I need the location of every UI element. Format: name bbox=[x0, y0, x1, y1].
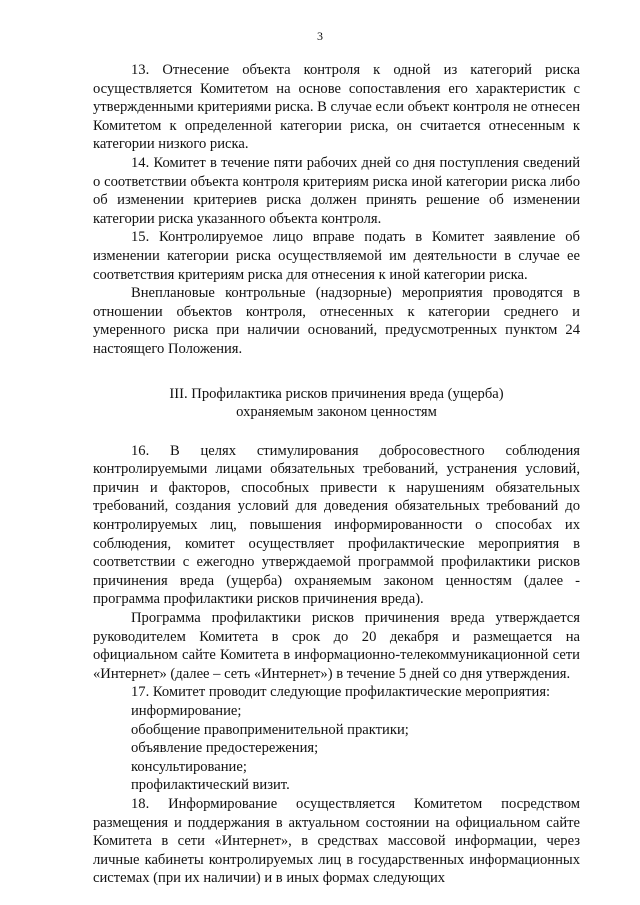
list-item: информирование; bbox=[131, 703, 242, 719]
document-body bbox=[93, 61, 580, 888]
list-item: объявление предостережения; bbox=[131, 740, 319, 757]
paragraph-16: 16. В целях стимулирования добросовестного соблюдения контролируемыми лицами обязательных требований, устранения условий, причин и факторов, способных привести к нарушениям обязательных требований, создания условий для доведения обязательных требований до контролируемых лиц, повышения информированности о способах их соблюдения, комитет осуществляет профилактические мероприятия в соответствии с ежегодно утверждаемой программой профилактики рисков причинения вреда (ущерба) охраняемым законом ценностям (далее - программа профилактики рисков причинения вреда). bbox=[93, 442, 580, 608]
paragraph-17: 17. Комитет проводит следующие профилактические мероприятия: bbox=[131, 684, 551, 701]
paragraph-14: 14. Комитет в течение пяти рабочих дней со дня поступления сведений о соответствии объекта контроля критериям риска иной категории риска либо об изменении критериев риска должен принять решение об изменении категории риска указанного объекта контроля. bbox=[93, 154, 580, 227]
section-heading bbox=[93, 385, 580, 422]
page-number: 3 bbox=[317, 29, 323, 43]
section-heading-line-2: охраняемым законом ценностям bbox=[236, 404, 437, 421]
paragraph-unscheduled-measures: Внеплановые контрольные (надзорные) мероприятия проводятся в отношении объектов контроля, отнесенных к категории среднего и умеренного риска при наличии оснований, предусмотренных пунктом 24 настоящего Положения. bbox=[93, 285, 580, 357]
list-item: консультирование; bbox=[131, 758, 247, 775]
list-item: обобщение правоприменительной практики; bbox=[131, 721, 409, 738]
section-heading-line-1: III. Профилактика рисков причинения вреда (ущерба) bbox=[169, 385, 504, 402]
paragraph-18: 18. Информирование осуществляется Комитетом посредством размещения и поддержания в актуальном состоянии на официальном сайте Комитета в сети «Интернет», в средствах массовой информации, через личные кабинеты контролируемых лиц в государственных информационных системах (при их наличии) и в иных формах следующих bbox=[93, 795, 580, 887]
paragraph-15: 15. Контролируемое лицо вправе подать в Комитет заявление об изменении категории риска осуществляемой им деятельности в случае ее соответствия критериям риска для отнесения к иной категории риска. bbox=[93, 229, 580, 283]
list-item: профилактический визит. bbox=[131, 777, 290, 794]
paragraph-13: 13. Отнесение объекта контроля к одной из категорий риска осуществляется Комитетом на основе сопоставления его характеристик с утвержденными критериями риска. В случае если объект контроля не отнесен Комитетом к определенной категории риска, он считается отнесенным к категории низкого риска. bbox=[93, 62, 580, 153]
paragraph-program: Программа профилактики рисков причинения вреда утверждается руководителем Комитета в срок до 20 декабря и размещается на официальном сайте Комитета в информационно-телекоммуникационной сети «Интернет» (далее – сеть «Интернет») в течение 5 дней со дня утверждения. bbox=[93, 610, 580, 682]
measures-list bbox=[93, 702, 580, 795]
